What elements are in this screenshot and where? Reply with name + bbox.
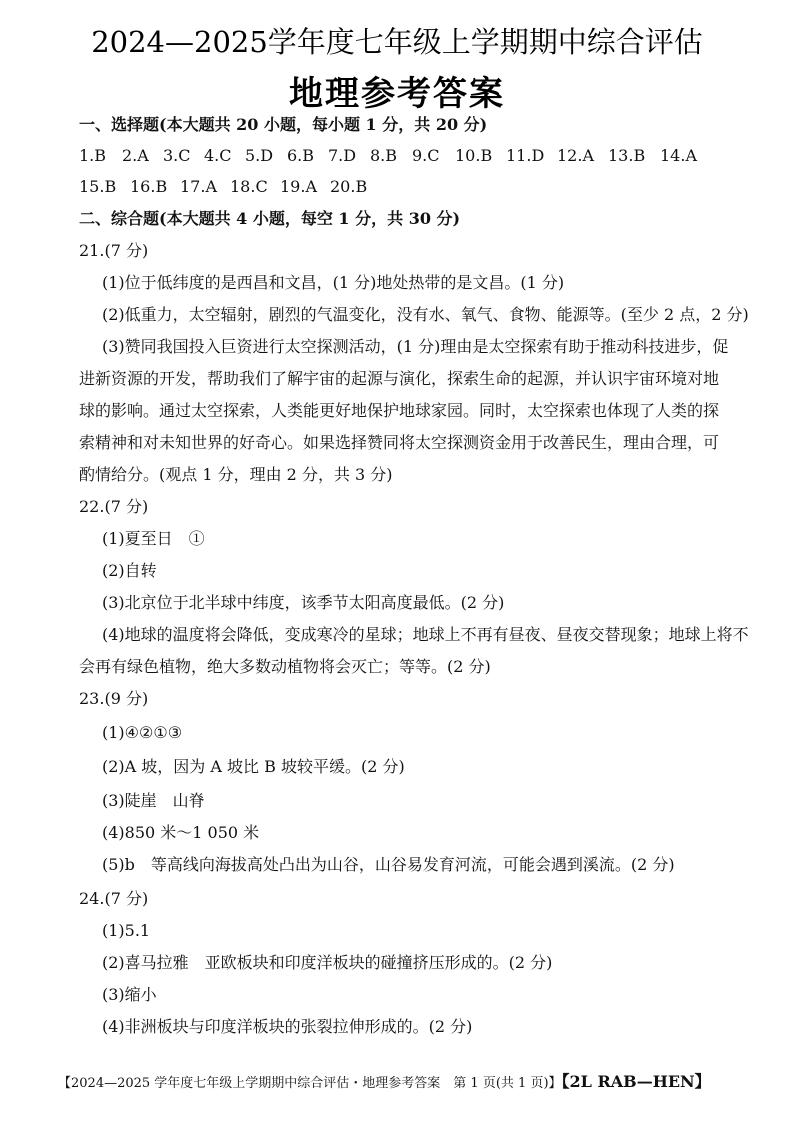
q24-part2: (2)喜马拉雅 亚欧板块和印度洋板块的碰撞挤压形成的。(2 分) [102, 953, 553, 972]
mc-answer: 10.B [455, 146, 493, 165]
document-subtitle: 地理参考答案 [289, 74, 505, 114]
mc-answer: 16.B [130, 177, 168, 196]
mc-answer: 13.B [608, 146, 646, 165]
q23-part3: (3)陡崖 山脊 [102, 791, 205, 810]
footer-text: 【2024—2025 学年度七年级上学期期中综合评估・地理参考答案 第 1 页(共 1 页)】 [58, 1076, 562, 1091]
q24-part4: (4)非洲板块与印度洋板块的张裂拉伸形成的。(2 分) [102, 1017, 473, 1036]
q21-part1: (1)位于低纬度的是西昌和文昌，(1 分)地处热带的是文昌。(1 分) [102, 273, 565, 292]
mc-answer: 6.B [287, 146, 315, 165]
section2-heading: 二、综合题(本大题共 4 小题，每空 1 分，共 30 分) [79, 209, 461, 228]
q21-part3-line3: 球的影响。通过太空探索，人类能更好地保护地球家园。同时，太空探索也体现了人类的探 [79, 401, 720, 420]
q22-part4-line1: (4)地球的温度将会降低，变成寒冷的星球；地球上不再有昼夜、昼夜交替现象；地球上将不 [102, 625, 749, 644]
mc-answer: 1.B [79, 146, 107, 165]
q23-part1: (1)④②①③ [102, 723, 183, 742]
mc-answer: 11.D [506, 146, 545, 165]
q24-part3: (3)缩小 [102, 985, 157, 1004]
q21-part3-line5: 酌情给分。(观点 1 分，理由 2 分，共 3 分) [79, 465, 393, 484]
mc-answer: 9.C [412, 146, 440, 165]
mc-answer: 18.C [230, 177, 268, 196]
q22-part4-line2: 会再有绿色植物，绝大多数动植物将会灭亡；等等。(2 分) [79, 657, 491, 676]
mc-answer: 7.D [328, 146, 357, 165]
q21-label: 21.(7 分) [79, 241, 149, 260]
q22-part1: (1)夏至日 ① [102, 529, 205, 548]
mc-answer: 2.A [122, 146, 149, 165]
q22-part3: (3)北京位于北半球中纬度，该季节太阳高度最低。(2 分) [102, 593, 505, 612]
q21-part2: (2)低重力，太空辐射，剧烈的气温变化，没有水、氧气、食物、能源等。(至少 2 点，2 分) [102, 305, 749, 324]
mc-answer: 8.B [370, 146, 398, 165]
page-footer [58, 1073, 711, 1093]
mc-answer: 15.B [79, 177, 117, 196]
mc-answer: 19.A [280, 177, 317, 196]
q23-part5: (5)b 等高线向海拔高处凸出为山谷，山谷易发育河流，可能会遇到溪流。(2 分) [102, 855, 675, 874]
q23-label: 23.(9 分) [79, 689, 149, 708]
mc-answer: 14.A [660, 146, 697, 165]
q24-part1: (1)5.1 [102, 921, 151, 940]
q24-label: 24.(7 分) [79, 889, 149, 908]
q21-part3-line4: 索精神和对未知世界的好奇心。如果选择赞同将太空探测资金用于改善民生，理由合理，可 [79, 433, 720, 452]
q21-part3-line2: 进新资源的开发，帮助我们了解宇宙的起源与演化，探索生命的起源，并认识宇宙环境对地 [79, 369, 720, 388]
mc-answer: 4.C [204, 146, 232, 165]
section1-heading: 一、选择题(本大题共 20 小题，每小题 1 分，共 20 分) [79, 115, 488, 134]
document-title: 2024—2025学年度七年级上学期期中综合评估 [91, 25, 703, 59]
mc-answer: 5.D [245, 146, 274, 165]
mc-answer: 3.C [163, 146, 191, 165]
q23-part2: (2)A 坡，因为 A 坡比 B 坡较平缓。(2 分) [102, 757, 405, 776]
mc-answer: 20.B [330, 177, 368, 196]
q22-label: 22.(7 分) [79, 497, 149, 516]
mc-answer: 12.A [557, 146, 594, 165]
q23-part4: (4)850 米～1 050 米 [102, 823, 260, 842]
mc-answer: 17.A [180, 177, 217, 196]
q22-part2: (2)自转 [102, 561, 157, 580]
footer-code: 【2L RAB—HEN】 [561, 1072, 711, 1091]
q21-part3-line1: (3)赞同我国投入巨资进行太空探测活动，(1 分)理由是太空探索有助于推动科技进步，促 [102, 337, 729, 356]
